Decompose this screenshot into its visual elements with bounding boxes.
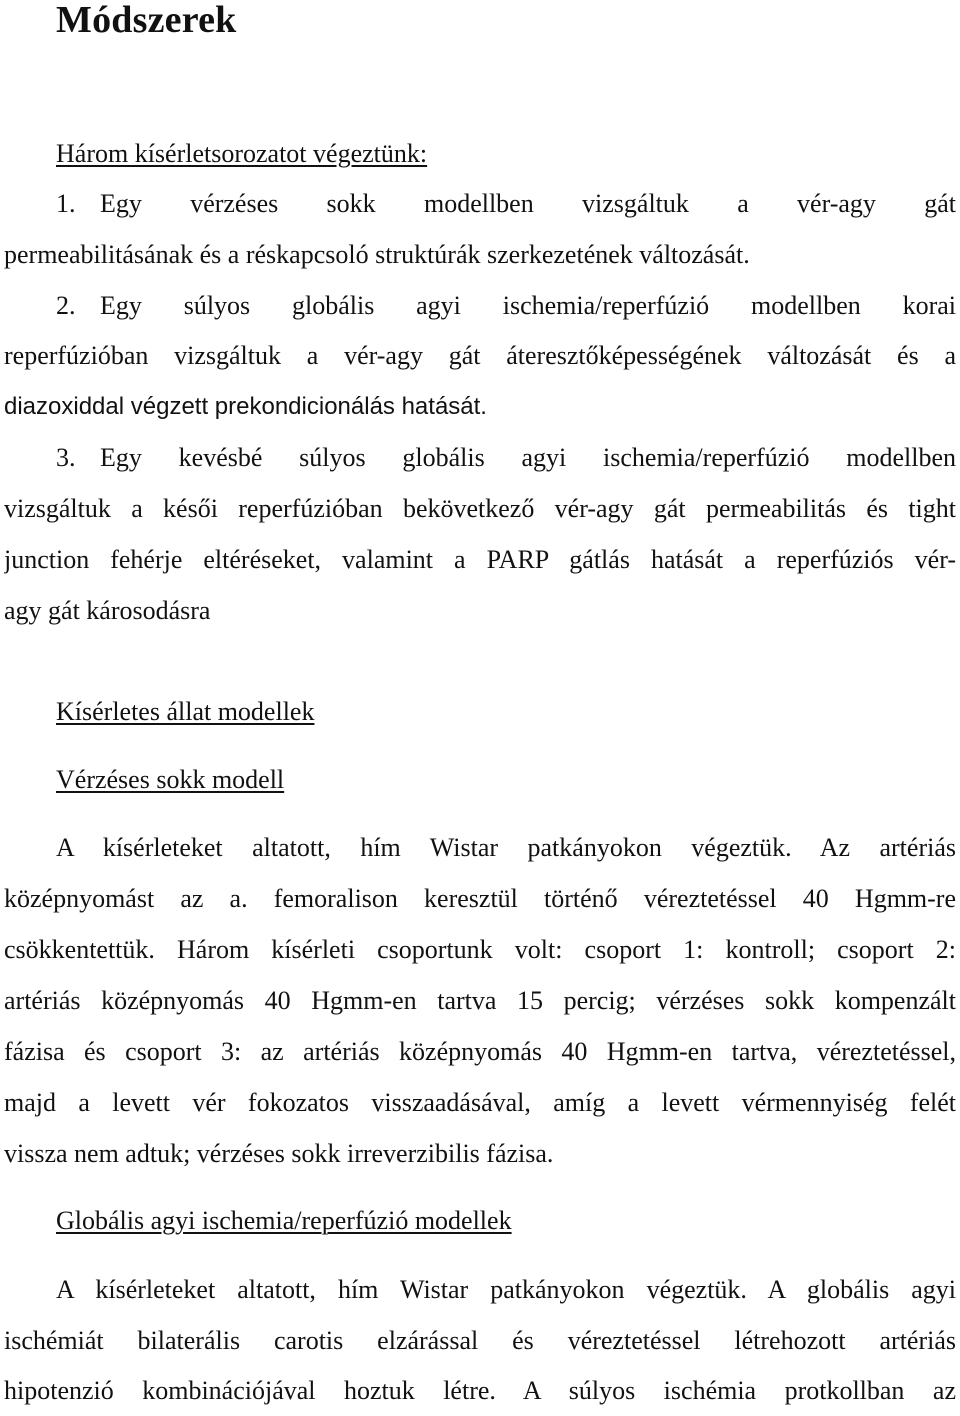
list-item-2-line-2: reperfúzióban vizsgáltuk a vér-agy gát áteresztőképességének változását és a — [4, 341, 956, 370]
hemorrhagic-line-5: fázisa és csoport 3: az artériás középnyomás 40 Hgmm-en tartva, véreztetéssel, — [4, 1037, 956, 1066]
list-item-1-line-2: permeabilitásának és a réskapcsoló struktúrák szerkezetének változását. — [4, 240, 750, 269]
hemorrhagic-line-4: artériás középnyomás 40 Hgmm-en tartva 15 percig; vérzéses sokk kompenzált — [4, 986, 956, 1015]
global-line-1: A kísérleteket altatott, hím Wistar patkányokon végeztük. A globális agyi — [56, 1275, 956, 1304]
section-heading-animal-models: Kísérletes állat modellek — [56, 697, 315, 726]
list-item-2-number: 2. — [56, 291, 76, 320]
hemorrhagic-line-2: középnyomást az a. femoralison keresztül történő véreztetéssel 40 Hgmm-re — [4, 884, 956, 913]
hemorrhagic-line-1: A kísérleteket altatott, hím Wistar patkányokon végeztük. Az artériás — [56, 833, 956, 862]
hemorrhagic-line-6: majd a levett vér fokozatos visszaadásával, amíg a levett vérmennyiség felét — [4, 1088, 956, 1117]
list-item-3-line-2: vizsgáltuk a késői reperfúzióban bekövetkező vér-agy gát permeabilitás és tight — [4, 494, 956, 523]
list-item-2-line-1 — [4, 281, 956, 331]
page-title: Módszerek — [56, 0, 237, 41]
list-item-1-number: 1. — [56, 189, 76, 218]
list-item-3-line-3: junction fehérje eltéréseket, valamint a PARP gátlás hatását a reperfúziós vér- — [4, 545, 956, 574]
list-item-3-line-4: agy gát károsodásra — [4, 596, 211, 625]
section-heading-global-ischemia: Globális agyi ischemia/reperfúzió modellek — [56, 1206, 512, 1235]
list-item-3-text: Egy kevésbé súlyos globális agyi ischemia/reperfúzió modellben — [100, 443, 956, 472]
list-item-3-line-1 — [4, 433, 956, 483]
list-item-2-line-3: diazoxiddal végzett prekondicionálás hatását. — [4, 393, 487, 420]
global-line-3: hipotenzió kombinációjával hoztuk létre. A súlyos ischémia protkollban az — [4, 1376, 956, 1405]
section-heading-hemorrhagic-shock: Vérzéses sokk modell — [56, 765, 285, 794]
list-item-2-text: Egy súlyos globális agyi ischemia/reperfúzió modellben korai — [100, 291, 956, 320]
list-item-1-text: Egy vérzéses sokk modellben vizsgáltuk a vér-agy gát — [100, 189, 956, 218]
list-item-1-line-1 — [4, 179, 956, 229]
hemorrhagic-line-3: csökkentettük. Három kísérleti csoportunk volt: csoport 1: kontroll; csoport 2: — [4, 935, 956, 964]
global-line-2: ischémiát bilaterális carotis elzárással és véreztetéssel létrehozott artériás — [4, 1326, 956, 1355]
list-item-3-number: 3. — [56, 443, 76, 472]
intro-heading: Három kísérletsorozatot végeztünk: — [56, 139, 428, 168]
hemorrhagic-line-7: vissza nem adtuk; vérzéses sokk irreverzibilis fázisa. — [4, 1139, 554, 1168]
